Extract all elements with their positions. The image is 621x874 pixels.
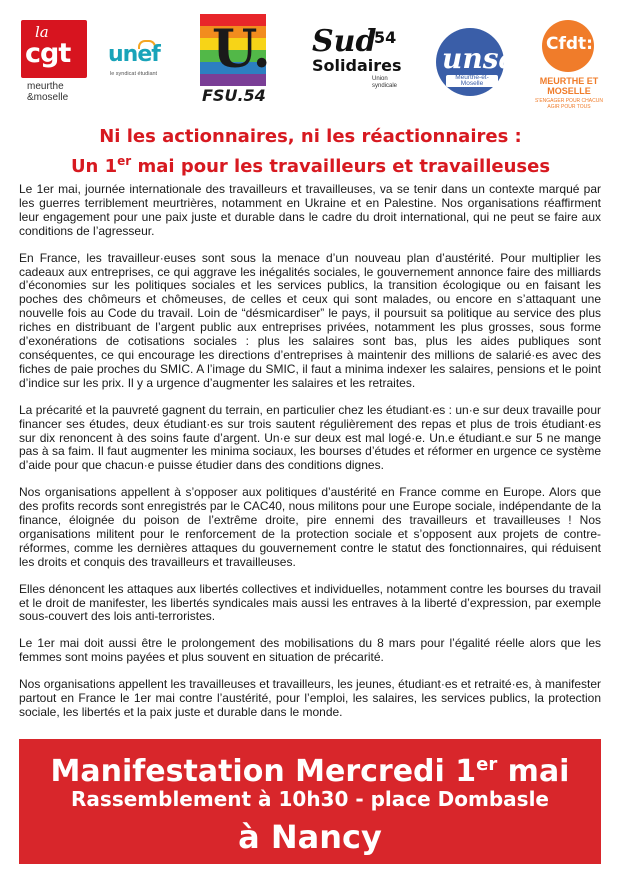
paragraph-women: Le 1er mai doit aussi être le prolongement des mobilisations du 8 mars pour l’égalité réelle alors que les femmes sont moins payées et plus souvent en situation de précarité. [19, 636, 601, 665]
title-line2-sup: er [117, 154, 132, 168]
banner-line1 [19, 745, 601, 792]
cfdt-tagline: S'ENGAGER POUR CHACUN AGIR POUR TOUS [535, 98, 603, 110]
sud-logo-name: Sud [312, 24, 377, 59]
unsa-logo-name: unsa [442, 42, 517, 75]
title-line1: Ni les actionnaires, ni les réactionnaires : [99, 126, 522, 147]
fsu-logo-name: FSU.54 [202, 86, 266, 105]
paragraph-europe: Nos organisations appellent à s’opposer aux politiques d’austérité en France comme en Europe. Alors que des profits records sont enregistrés par le CAC40, nous militons pour une Europe sociale, indépendante de la finance, éloignée du poison de l’extrême droite, pire ennemi des travailleurs et travailleuses ! Nos organisations militent pour le renforcement de la protection sociale et s’opposent aux projets de contre-réformes, comme les dernières attaques du gouvernement contre le statut des fonctionnaires, qui réduisent les droits et conquis des travailleurs et travailleuses. [19, 485, 601, 569]
paragraph-intro: Le 1er mai, journée internationale des travailleurs et travailleuses, va se tenir dans un contexte marqué par les guerres terriblement meurtrières, notamment en Ukraine et en Palestine. Nos organisations réaffirment leur engagement pour une paix juste et durable dans le cadre du droit international, qui ne peut se faire aux conditions de l’agresseur. [19, 182, 601, 238]
paragraph-austerity: En France, les travailleur·euses sont sous la menace d’un nouveau plan d’austérité. Pour multiplier les cadeaux aux entreprises, ce qui aggrave les inégalités sociales, le gouvernement annonce faire des milliards d’économies sur les politiques sociales et les services publics, la transition écologique ou en faisant les poches des chômeurs et chômeuses, de celles et ceux qui sont malades, ou encore en s’attaquant une nouvelle fois au Code du travail. Loin de “désmicardiser” le pays, il poursuit sa politique au service des plus riches en distribuant de l’argent public aux entreprises privées, notamment les plus grosses, sous forme d’exonérations de cotisations sociales : plus les salaires sont bas, plus les aides publiques sont conséquentes, ce qui encourage les directions d’entreprises à maintenir des millions de salarié·es avec des fiches de paie proches du SMIC. A l’image du SMIC, il faut a minima indexer les salaires, pensions et le point d’indice sur les prix. Il y a urgence d’augmenter les salaires et les retraites. [19, 250, 601, 390]
banner-line1-start: Manifestation Mercredi 1 [50, 754, 477, 789]
cgt-logo-box [21, 20, 87, 78]
paragraph-liberties: Elles dénoncent les attaques aux libertés collectives et individuelles, notamment contre les bourses du travail et le droit de manifester, les libertés syndicales mais aussi les entraves à la liberté d’expression, par exemple sous-couvert des lois anti-terroristes. [19, 581, 601, 624]
cgt-region-line1: meurthe [27, 81, 64, 92]
sud-logo [310, 24, 410, 98]
fsu-logo [198, 14, 271, 105]
cgt-logo-name: cgt [25, 38, 71, 69]
unef-logo-name: unef [108, 42, 160, 67]
cgt-region-line2: &moselle [27, 92, 69, 103]
title-line2-start: Un 1 [70, 156, 118, 177]
paragraph-call: Nos organisations appellent les travailleuses et travailleurs, les jeunes, étudiant·es et retraité·es, à manifester partout en France le 1er mai contre l’austérité, pour l’emploi, les salaires, les services publics, la protection sociale, les libertés et la paix juste et durable dans le monde. [19, 677, 601, 719]
logo-row [0, 12, 621, 112]
banner-line3: à Nancy [238, 818, 382, 856]
banner-line2: Rassemblement à 10h30 - place Dombasle [71, 787, 549, 811]
fsu-letter: U. [212, 19, 271, 80]
cgt-logo-prefix: la [35, 23, 49, 41]
unef-logo [105, 24, 171, 94]
unef-tagline: le syndicat étudiant [110, 71, 158, 77]
title-line2-end: mai pour les travailleurs et travailleuses [131, 156, 551, 177]
unsa-logo [436, 28, 517, 104]
sud-logo-name2: Solidaires [312, 56, 402, 75]
cfdt-region: MEURTHE ET MOSELLE [539, 76, 599, 96]
banner-line1-end: mai [497, 754, 570, 789]
body-text [19, 183, 601, 733]
paragraph-students: La précarité et la pauvreté gagnent du terrain, en particulier chez les étudiant·es : un·e sur deux travaille pour financer ses études, deux étudiant·es sur trois sautent régulièrement des repas et plus de trois étudiant·es sur dix renoncent à des soins faute d’argent. Un·e sur deux est mal logé·e. Un.e étudiant.e sur 5 ne mange pas à sa faim. Il faut augmenter les minima sociaux, les bourses d’études et réformer en urgence ce système d’aide pour que chacun·e puisse étudier dans des conditions dignes. [19, 402, 601, 473]
cfdt-logo [532, 20, 608, 114]
title-line2 [71, 156, 550, 177]
banner-line1-sup: er [476, 754, 498, 775]
cgt-logo [21, 20, 87, 106]
sud-tagline: Union syndicale [372, 76, 398, 89]
sud-logo-number: 54 [374, 28, 397, 47]
event-banner [19, 739, 601, 864]
page-title [0, 124, 621, 179]
unsa-region: Meurthe-et-Moselle [446, 75, 498, 87]
cfdt-logo-name: Cfdt: [546, 34, 593, 54]
